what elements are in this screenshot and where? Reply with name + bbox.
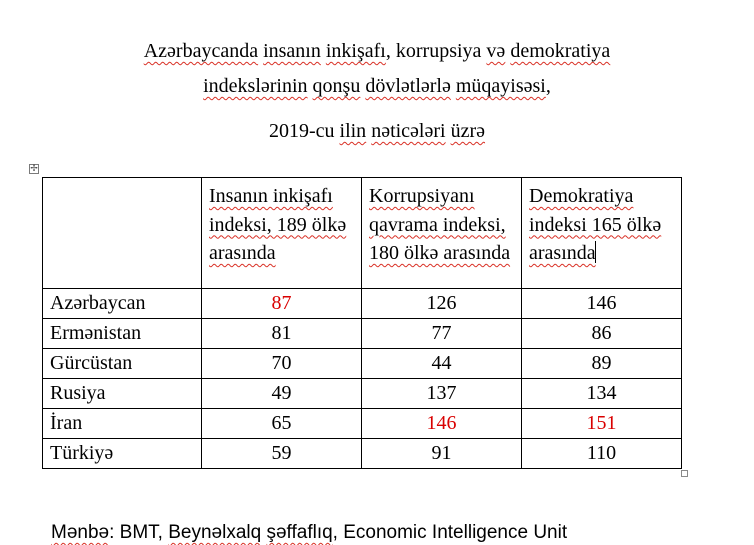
- table-row: [43, 439, 682, 469]
- value-cell: 70: [202, 349, 362, 379]
- table-row: [43, 379, 682, 409]
- value-cell: 81: [202, 319, 362, 349]
- text-cursor: [595, 241, 596, 263]
- country-cell: İran: [43, 409, 202, 439]
- title-line-1: Azərbaycanda insanın inkişafı, korrupsiya və demokratiya: [143, 40, 611, 62]
- table-move-handle-icon[interactable]: ✢: [30, 164, 38, 174]
- value-cell: 59: [202, 439, 362, 469]
- header-cpi: Korrupsiyanı qavrama indeksi, 180 ölkə arasında: [362, 178, 522, 289]
- value-cell: 89: [522, 349, 682, 379]
- comparison-table: [42, 177, 682, 469]
- title-line-3: 2019-cu ilin nəticələri üzrə: [268, 120, 486, 142]
- header-cell-empty: [43, 178, 202, 289]
- value-cell: 77: [362, 319, 522, 349]
- header-democracy: Demokratiya indeksi 165 ölkə arasında: [522, 178, 682, 289]
- country-cell: Ermənistan: [43, 319, 202, 349]
- country-cell: Gürcüstan: [43, 349, 202, 379]
- table-row: [43, 349, 682, 379]
- value-cell: 91: [362, 439, 522, 469]
- table-row: [43, 409, 682, 439]
- value-cell: 110: [522, 439, 682, 469]
- title-line-2: indekslərinin qonşu dövlətlərlə müqayisəsi,: [203, 75, 551, 97]
- value-cell: 146: [362, 409, 522, 439]
- country-cell: Azərbaycan: [43, 289, 202, 319]
- table-resize-handle[interactable]: [681, 470, 688, 477]
- table-header-row: [43, 178, 682, 289]
- country-cell: Rusiya: [43, 379, 202, 409]
- value-cell: 134: [522, 379, 682, 409]
- value-cell: 126: [362, 289, 522, 319]
- country-cell: Türkiyə: [43, 439, 202, 469]
- value-cell: 151: [522, 409, 682, 439]
- header-hdi: Insanın inkişafı indeksi, 189 ölkə arasında: [202, 178, 362, 289]
- value-cell: 44: [362, 349, 522, 379]
- source-note: Mənbə: BMT, Beynəlxalq şəffaflıq, Economic Intelligence Unit: [51, 522, 568, 543]
- value-cell: 65: [202, 409, 362, 439]
- table-row: [43, 289, 682, 319]
- value-cell: 146: [522, 289, 682, 319]
- value-cell: 49: [202, 379, 362, 409]
- table-row: [43, 319, 682, 349]
- value-cell: 87: [202, 289, 362, 319]
- value-cell: 137: [362, 379, 522, 409]
- value-cell: 86: [522, 319, 682, 349]
